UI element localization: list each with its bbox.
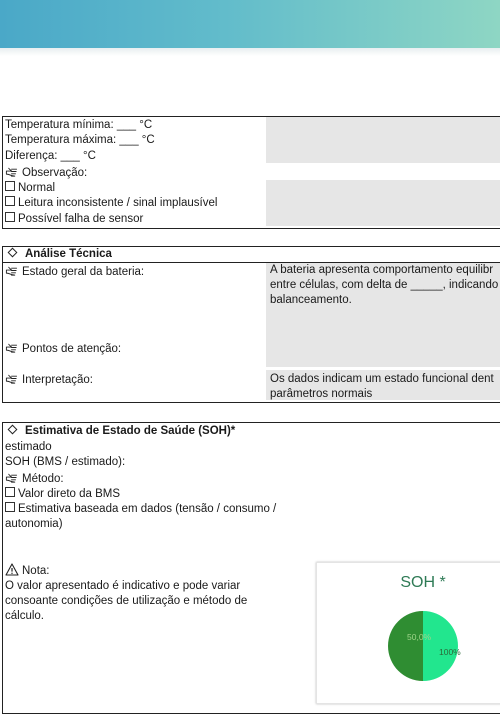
interp-label: Interpretação: <box>22 374 93 386</box>
warning-icon <box>5 563 19 576</box>
option-direct-bms[interactable] <box>5 487 120 502</box>
pontos-label-row <box>5 341 121 357</box>
pontos-label: Pontos de atenção: <box>22 343 122 355</box>
chart-title: SOH * <box>400 574 446 591</box>
observation-label: Observação: <box>22 167 88 179</box>
nota-label: Nota: <box>22 565 50 577</box>
nota-line-1: O valor apresentado é indicativo e pode variar <box>5 580 241 592</box>
option-estimate-label-2: autonomia) <box>5 518 63 530</box>
option-normal[interactable] <box>5 181 55 196</box>
pie-slice-label-1: 50,0% <box>407 632 432 642</box>
technical-analysis-title: Análise Técnica <box>25 248 112 260</box>
estado-text-line-1: A bateria apresenta comportamento equilibr <box>270 264 494 276</box>
pie-slices <box>388 611 461 681</box>
estado-text-line-3: balanceamento. <box>270 294 352 306</box>
soh-title: Estimativa de Estado de Saúde (SOH)* <box>25 425 236 437</box>
interp-text-line-2: parâmetros normais <box>270 388 373 400</box>
observation-value-cell <box>266 180 500 226</box>
header-shadow <box>0 48 500 56</box>
pie-slice-1 <box>388 611 423 681</box>
metodo-label-row <box>5 471 64 487</box>
checkbox-icon[interactable] <box>5 487 15 497</box>
interp-label-row <box>5 372 93 388</box>
pie-slice-label-0: 100% <box>439 647 461 657</box>
option-direct-bms-label: Valor direto da BMS <box>18 488 121 500</box>
temp-min-line: Temperatura mínima: ___ °C <box>5 119 153 131</box>
checkbox-icon[interactable] <box>5 196 15 206</box>
diamond-bullet-icon <box>8 425 18 435</box>
interp-text-line-1: Os dados indicam um estado funcional dent <box>270 373 494 385</box>
diamond-bullet-icon <box>8 248 18 258</box>
pointing-hand-icon <box>5 341 18 354</box>
option-inconsistent[interactable] <box>5 196 217 211</box>
temp-max-line: Temperatura máxima: ___ °C <box>5 134 155 146</box>
pointing-hand-icon <box>5 471 18 484</box>
checkbox-icon[interactable] <box>5 212 15 222</box>
option-estimate[interactable] <box>5 502 276 517</box>
observation-label-row <box>5 165 87 181</box>
estimado-text: estimado <box>5 441 52 453</box>
temp-diff-line: Diferença: ___ °C <box>5 150 96 162</box>
metodo-label: Método: <box>22 473 64 485</box>
header-banner <box>0 0 500 48</box>
pointing-hand-icon <box>5 264 18 277</box>
option-normal-label: Normal <box>18 182 56 194</box>
soh-pie-chart-svg <box>317 563 500 703</box>
pie-slice-0 <box>423 611 458 681</box>
pointing-hand-icon <box>5 372 18 385</box>
option-estimate-label-1: Estimativa baseada em dados (tensão / consumo / <box>18 503 277 515</box>
soh-title-row <box>5 424 235 439</box>
checkbox-icon[interactable] <box>5 502 15 512</box>
nota-label-row <box>5 563 50 579</box>
technical-analysis-title-row <box>5 247 112 262</box>
nota-line-3: cálculo. <box>5 610 44 622</box>
option-inconsistent-label: Leitura inconsistente / sinal implausível <box>18 197 218 209</box>
option-sensor-fault-label: Possível falha de sensor <box>18 213 144 225</box>
soh-bms-line: SOH (BMS / estimado): <box>5 456 126 468</box>
estado-text-line-2: entre células, com delta de _____, indicando <box>270 279 499 291</box>
checkbox-icon[interactable] <box>5 181 15 191</box>
estado-label: Estado geral da bateria: <box>22 266 145 278</box>
pointing-hand-icon <box>5 165 18 178</box>
soh-chart <box>316 562 500 704</box>
estado-label-row <box>5 264 144 280</box>
temperature-value-cell <box>266 117 500 163</box>
nota-line-2: consoante condições de utilização e método de <box>5 595 248 607</box>
option-sensor-fault[interactable] <box>5 212 143 227</box>
